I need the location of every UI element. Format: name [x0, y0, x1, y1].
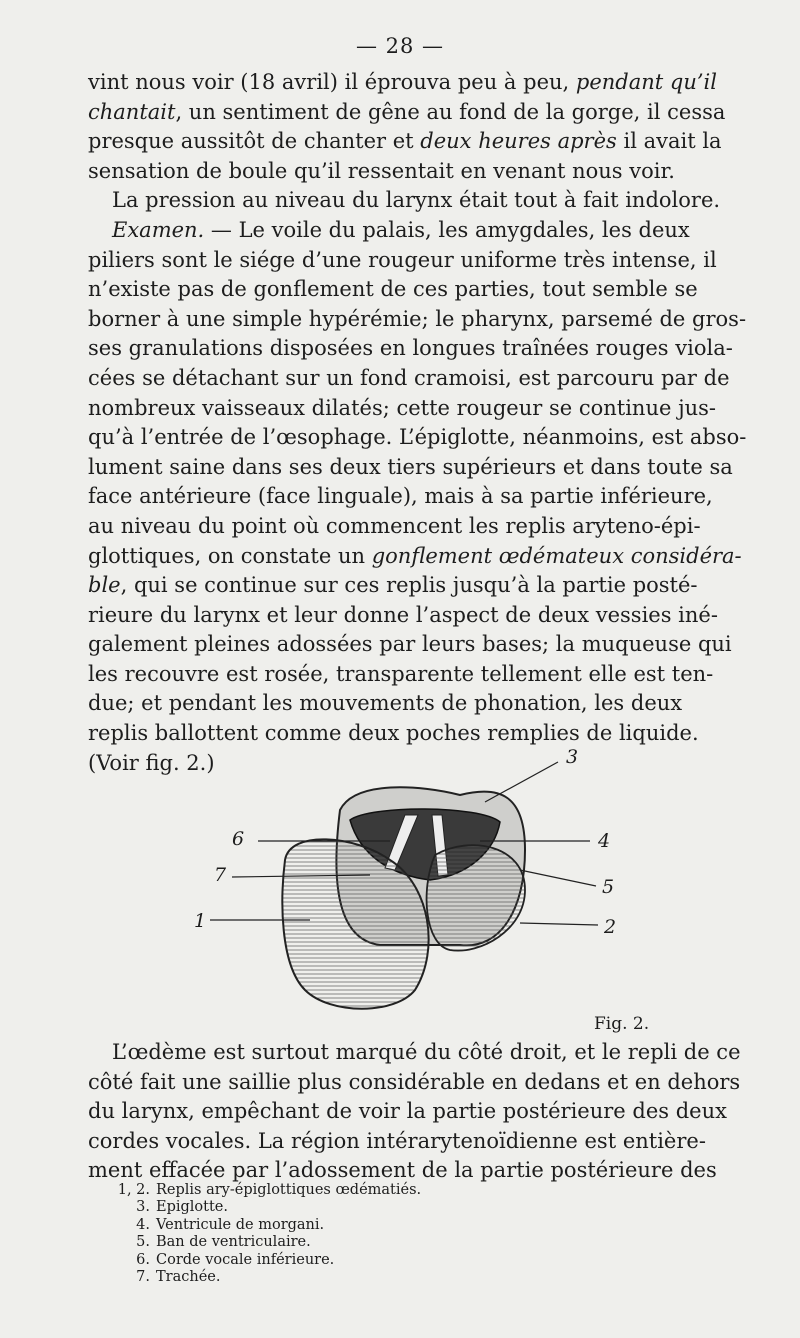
footnote-number: 7.: [136, 1269, 150, 1286]
text-segment: due; et pendant les mouvements de phonation, les deux: [88, 691, 683, 716]
text-segment: glottiques, on constate un: [88, 543, 372, 568]
text-line: [88, 482, 720, 512]
footnote-item: [100, 1252, 660, 1269]
text-line: [88, 689, 720, 719]
footnote-text: Ventricule de morgani.: [156, 1216, 325, 1233]
text-segment: côté fait une saillie plus considérable en dedans et en dehors: [88, 1069, 741, 1094]
footnote-text: Ban de ventriculaire.: [156, 1234, 311, 1251]
text-line: [88, 1038, 741, 1068]
figure-label-1: 1: [194, 910, 207, 932]
larynx-illustration: [180, 740, 660, 1040]
footnote-item: [100, 1182, 660, 1199]
text-segment: les recouvre est rosée, transparente tellement elle est ten-: [88, 661, 714, 686]
text-segment: ses granulations disposées en longues traînées rouges viola-: [88, 336, 733, 361]
text-line: [88, 216, 720, 246]
figure-label-2: 2: [604, 916, 617, 938]
text-segment: rieure du larynx et leur donne l’aspect de deux vessies iné-: [88, 602, 718, 627]
footnote-item: [100, 1234, 660, 1251]
leader-2: [520, 923, 598, 925]
text-segment: du larynx, empêchant de voir la partie postérieure des deux: [88, 1099, 727, 1124]
text-line: [88, 394, 720, 424]
footnotes: [100, 1182, 660, 1286]
figure-label-7: 7: [214, 864, 227, 886]
italic-text: Examen.: [112, 217, 205, 242]
leader-3: [485, 762, 558, 802]
text-segment: La pression au niveau du larynx était tout à fait indolore.: [112, 188, 721, 213]
text-line: [88, 68, 720, 98]
text-line: [88, 1068, 741, 1098]
italic-text: chantait: [88, 99, 176, 124]
text-line: [88, 334, 733, 364]
figure-label-4: 4: [598, 830, 611, 852]
text-line: [88, 512, 720, 542]
text-line: [88, 601, 720, 631]
footnote-text: Replis ary-épiglottiques œdématiés.: [156, 1182, 422, 1198]
text-line: [88, 305, 747, 335]
footnote-item: [100, 1269, 660, 1286]
text-segment: nombreux vaisseaux dilatés; cette rougeur se continue jus-: [88, 395, 716, 420]
text-segment: replis ballottent comme deux poches remplies de liquide.: [88, 721, 699, 746]
figure-label-3: 3: [566, 746, 579, 768]
text-line: [88, 186, 720, 216]
text-segment: , qui se continue sur ces replis jusqu’à la partie posté-: [120, 573, 698, 598]
text-segment: borner à une simple hypérémie; le pharynx, parsemé de gros-: [88, 306, 747, 331]
figure-caption: Fig. 2.: [594, 1014, 650, 1034]
text-line: [88, 630, 732, 660]
text-segment: L’œdème est surtout marqué du côté droit, et le repli de ce: [112, 1040, 741, 1064]
text-line: [88, 542, 742, 572]
text-segment: , un sentiment de gêne au fond de la gorge, il cessa: [175, 99, 726, 124]
italic-text: gonflement œdémateux considéra-: [371, 543, 742, 568]
figure-label-5: 5: [602, 876, 615, 898]
text-line: [88, 127, 720, 157]
text-line: [88, 423, 747, 453]
italic-text: ble: [88, 573, 121, 598]
text-segment: (Voir fig. 2.): [88, 750, 215, 775]
text-segment: presque aussitôt de chanter et: [88, 129, 421, 154]
footnote-number: 4.: [136, 1216, 150, 1233]
fold-right: [427, 845, 525, 950]
body-paragraph-main: [88, 68, 747, 778]
body-paragraph-after-figure: [88, 1038, 741, 1186]
text-line: [88, 246, 720, 276]
text-line: [88, 157, 720, 187]
text-line: [88, 453, 733, 483]
footnote-item: [100, 1199, 660, 1216]
leader-5: [520, 870, 596, 886]
text-line: [88, 275, 720, 305]
text-segment: galement pleines adossées par leurs bases; la muqueuse qui: [88, 632, 732, 657]
text-line: [88, 660, 720, 690]
text-segment: sensation de boule qu’il ressentait en venant nous voir.: [88, 158, 675, 183]
footnote-number: 5.: [136, 1234, 150, 1251]
italic-text: deux heures après: [420, 129, 617, 154]
footnote-number: 1, 2.: [117, 1182, 150, 1198]
footnote-number: 3.: [136, 1199, 150, 1216]
footnote-text: Corde vocale inférieure.: [156, 1251, 335, 1268]
text-segment: qu’à l’entrée de l’œsophage. L’épiglotte, néanmoins, est abso-: [88, 425, 747, 450]
larynx-figure: [180, 740, 660, 1040]
italic-text: pendant qu’il: [575, 70, 717, 94]
text-segment: vint nous voir (18 avril) il éprouva peu à peu,: [88, 70, 576, 94]
footnote-number: 6.: [136, 1251, 150, 1268]
page-number: — 28 —: [355, 34, 445, 58]
text-segment: cées se détachant sur un fond cramoisi, est parcouru par de: [88, 365, 730, 390]
text-segment: n’existe pas de gonflement de ces parties, tout semble se: [88, 277, 698, 302]
text-segment: il avait la: [616, 129, 722, 154]
footnote-text: Trachée.: [156, 1269, 221, 1286]
text-line: [88, 98, 726, 128]
text-line: [88, 1127, 720, 1157]
text-segment: piliers sont le siége d’une rougeur uniforme très intense, il: [88, 247, 717, 272]
text-segment: lument saine dans ses deux tiers supérieurs et dans toute sa: [88, 454, 733, 479]
text-segment: cordes vocales. La région intérarytenoïdienne est entière-: [88, 1128, 706, 1153]
text-segment: ment effacée par l’adossement de la partie postérieure des: [88, 1158, 717, 1183]
footnote-text: Epiglotte.: [156, 1199, 228, 1216]
text-segment: face antérieure (face linguale), mais à sa partie inférieure,: [88, 484, 713, 509]
text-line: [88, 1097, 727, 1127]
figure-label-6: 6: [232, 828, 245, 850]
text-line: [88, 364, 730, 394]
text-segment: au niveau du point où commencent les replis aryteno-épi-: [88, 513, 701, 538]
text-segment: — Le voile du palais, les amygdales, les deux: [204, 217, 690, 242]
footnote-item: [100, 1217, 660, 1234]
text-line: [88, 571, 720, 601]
